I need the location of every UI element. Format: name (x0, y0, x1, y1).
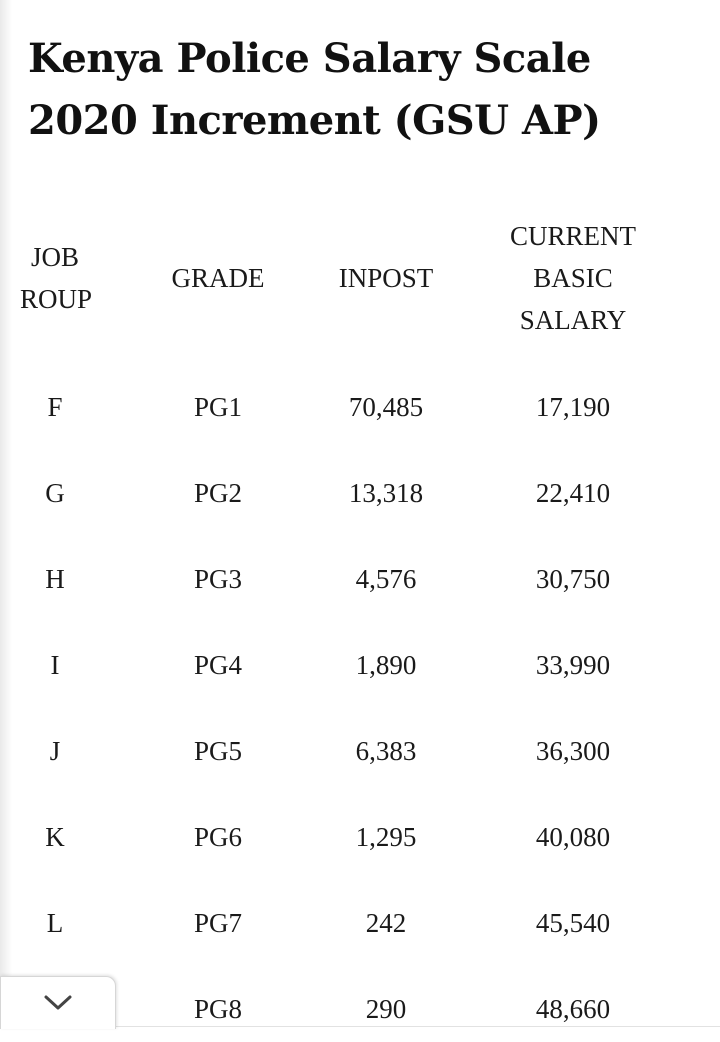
cell-salary: 33,990 (535, 650, 611, 680)
cell-inpost: 6,383 (355, 736, 417, 766)
cell-inpost: 290 (365, 994, 407, 1024)
cell-salary: 45,540 (535, 908, 611, 938)
cell-job-group: I (50, 650, 60, 680)
cell-inpost: 13,318 (348, 478, 424, 508)
article-title: Kenya Police Salary Scale 2020 Increment (GSU AP) (28, 35, 601, 144)
cell-grade: PG7 (193, 908, 242, 938)
cell-job-group: F (47, 392, 63, 422)
cell-inpost: 1,890 (355, 650, 417, 680)
cell-salary: 36,300 (535, 736, 611, 766)
header-job-group-line-2: ROUP (20, 284, 93, 314)
cell-salary: 40,080 (535, 822, 611, 852)
cell-salary: 48,660 (535, 994, 611, 1024)
header-current-basic-salary (490, 215, 656, 341)
header-inpost-line-1: INPOST (338, 263, 434, 293)
header-salary-line-1: CURRENT (509, 221, 636, 251)
cell-salary: 17,190 (535, 392, 611, 422)
cell-grade: PG5 (193, 736, 242, 766)
cell-job-group: L (46, 908, 64, 938)
cell-job-group: G (45, 478, 65, 508)
header-salary-line-2: BASIC (533, 263, 613, 293)
collapse-tab-button[interactable] (0, 976, 116, 1029)
cell-grade: PG3 (193, 564, 242, 594)
cell-grade: PG4 (193, 650, 242, 680)
cell-job-group: K (45, 822, 65, 852)
cell-grade: PG2 (193, 478, 242, 508)
cell-salary: 30,750 (535, 564, 611, 594)
chevron-down-icon (43, 994, 73, 1012)
header-salary-line-3: SALARY (519, 305, 627, 335)
header-grade-line-1: GRADE (171, 263, 265, 293)
cell-inpost: 1,295 (355, 822, 417, 852)
header-job-group (20, 236, 93, 320)
cell-grade: PG8 (193, 994, 242, 1024)
cell-job-group: H (45, 564, 65, 594)
header-grade (150, 257, 286, 299)
cell-inpost: 242 (365, 908, 407, 938)
header-job-group-line-1: JOB (30, 242, 79, 272)
header-inpost (310, 257, 462, 299)
cell-inpost: 70,485 (348, 392, 424, 422)
cell-inpost: 4,576 (355, 564, 417, 594)
cell-grade: PG6 (193, 822, 242, 852)
cell-salary: 22,410 (535, 478, 611, 508)
cell-grade: PG1 (193, 392, 242, 422)
cell-job-group: J (49, 736, 61, 766)
